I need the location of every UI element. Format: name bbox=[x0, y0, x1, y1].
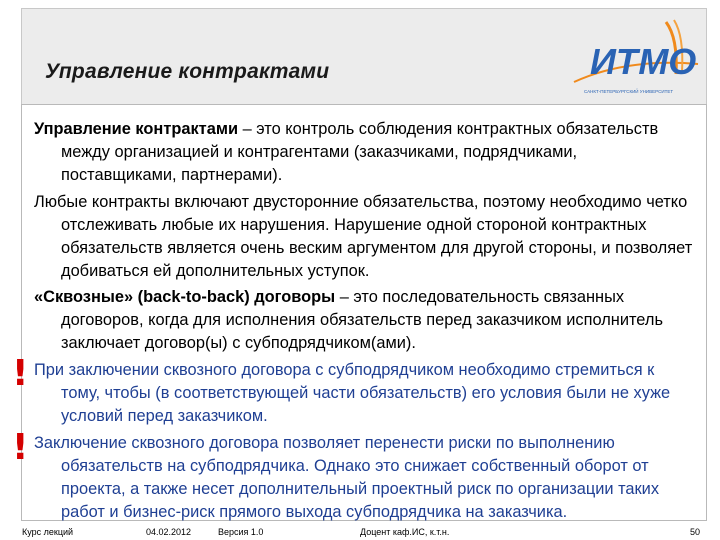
term-contract-management: Управление контрактами bbox=[34, 120, 239, 138]
paragraph-back-to-back: «Сквозные» (back-to-back) договоры – это последовательность связанных договоров, когда для исполнения обязательств перед заказчиком исполнитель заключает договор(ы) с субподрядчиком(ами). bbox=[34, 288, 663, 352]
footer-version: Версия 1.0 bbox=[218, 527, 264, 537]
footer-author: Доцент каф.ИС, к.т.н. bbox=[360, 527, 450, 537]
itmo-logo bbox=[566, 14, 706, 100]
warning-exclamation-icon: ! bbox=[12, 427, 29, 468]
warning-exclamation-icon: ! bbox=[12, 353, 29, 394]
term-back-to-back: «Сквозные» (back-to-back) договоры bbox=[34, 288, 336, 306]
paragraph-subcontract-terms: При заключении сквозного договора с субподрядчиком необходимо стремиться к тому, чтобы (в соответствующей части обязательств) его условия были не хуже условий перед заказчиком. bbox=[34, 361, 671, 425]
paragraph-definition: Управление контрактами – это контроль соблюдения контрактных обязательств между организацией и контрагентами (заказчиками, подрядчиками, поставщиками, партнерами). bbox=[34, 120, 659, 184]
logo-text: ИТМО bbox=[590, 41, 697, 82]
footer-date: 04.02.2012 bbox=[146, 527, 192, 537]
footer-course: Курс лекций bbox=[22, 527, 74, 537]
logo-subtext: САНКТ-ПЕТЕРБУРГСКИЙ УНИВЕРСИТЕТ bbox=[584, 89, 674, 94]
slide-title: Управление контрактами bbox=[45, 60, 330, 83]
paragraph-risk-transfer: Заключение сквозного договора позволяет перенести риски по выполнению обязательств на субподрядчика. Однако это снижает собственный оборот от проекта, а также несет дополнительный проектный риск по организации таких работ и бизнес-риск прямого выхода субподрядчика на заказчика. bbox=[34, 434, 660, 521]
footer-page-number: 50 bbox=[690, 527, 701, 537]
paragraph-obligations: Любые контракты включают двусторонние обязательства, поэтому необходимо четко отслеживать любые их нарушения. Нарушение одной стороной контрактных обязательств является очень веским аргументом для другой стороны, и позволяет добиваться ей дополнительных уступок. bbox=[34, 193, 693, 280]
